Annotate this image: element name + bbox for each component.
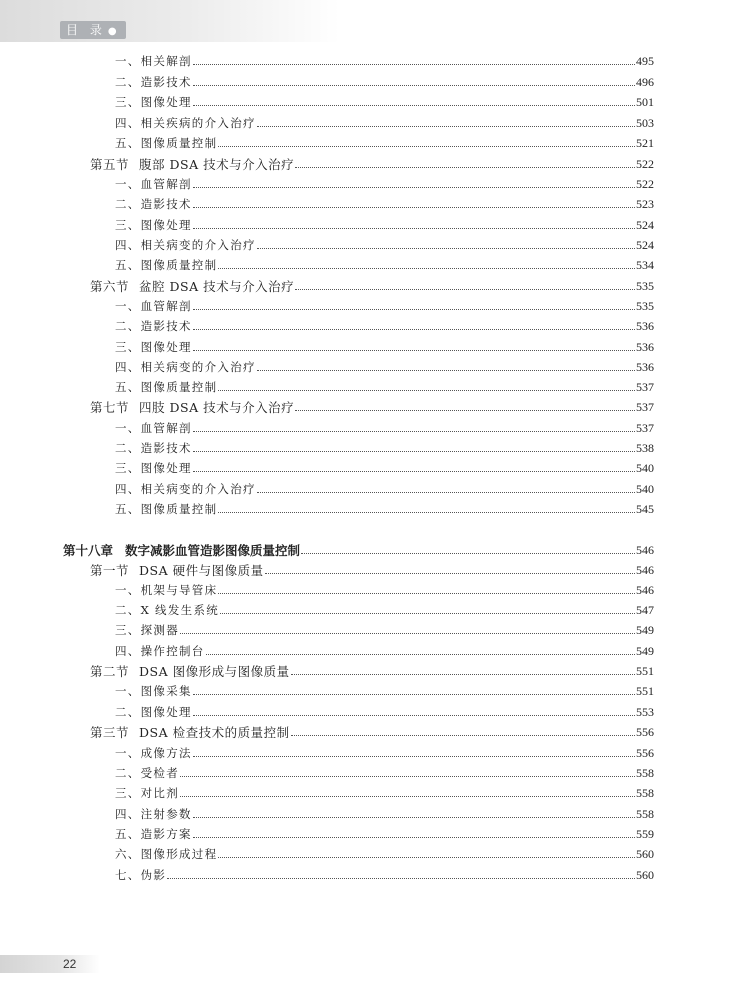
- page-number: 540: [636, 460, 654, 475]
- dot-leader: [218, 592, 635, 594]
- toc-item[interactable]: 六、图像形成过程 560: [115, 846, 654, 861]
- page-number: 524: [636, 237, 654, 252]
- chapter-title: 数字减影血管造影图像质量控制: [125, 543, 301, 558]
- page-number: 546: [636, 542, 654, 557]
- dot-leader: [218, 145, 635, 147]
- toc-item[interactable]: 一、血管解剖 535: [115, 298, 654, 313]
- toc-item[interactable]: 四、相关病变的介入治疗 540: [115, 481, 654, 496]
- toc-item[interactable]: 三、探测器 549: [115, 622, 654, 637]
- section-title: 盆腔 DSA 技术与介入治疗: [139, 279, 295, 294]
- section-number: 第一节: [90, 563, 130, 578]
- dot-leader: [180, 632, 635, 634]
- toc-item[interactable]: 二、图像处理 553: [115, 704, 654, 719]
- page-number: 549: [636, 622, 654, 637]
- dot-leader: [193, 816, 635, 818]
- page-number: 549: [636, 643, 654, 658]
- toc-item[interactable]: 五、图像质量控制 537: [115, 379, 654, 394]
- page-number: 522: [636, 156, 654, 171]
- page-number: 534: [636, 257, 654, 272]
- section-title: DSA 图像形成与图像质量: [139, 664, 290, 679]
- dot-leader: [180, 775, 635, 777]
- section-title: 四肢 DSA 技术与介入治疗: [139, 400, 295, 415]
- page-number: 556: [636, 724, 654, 739]
- dot-leader: [193, 714, 635, 716]
- chapter-number: 第十八章: [63, 543, 114, 558]
- page-number: 522: [636, 176, 654, 191]
- section-title: 腹部 DSA 技术与介入治疗: [139, 157, 295, 172]
- toc-item[interactable]: 四、操作控制台 549: [115, 643, 654, 658]
- section-number: 第三节: [90, 725, 130, 740]
- dot-leader: [301, 552, 635, 554]
- section-tab: [60, 21, 126, 39]
- toc-item[interactable]: 四、相关疾病的介入治疗 503: [115, 115, 654, 130]
- footer-band: [0, 955, 100, 973]
- page-number: 560: [636, 846, 654, 861]
- page-number: 538: [636, 440, 654, 455]
- page-number: 546: [636, 582, 654, 597]
- dot-leader: [193, 308, 635, 310]
- toc-item[interactable]: 四、相关病变的介入治疗 536: [115, 359, 654, 374]
- toc-item[interactable]: 一、图像采集 551: [115, 683, 654, 698]
- dot-leader: [257, 369, 635, 371]
- page-number: 560: [636, 867, 654, 882]
- dot-leader: [193, 186, 635, 188]
- page-number: 501: [636, 94, 654, 109]
- toc-chapter[interactable]: [63, 540, 654, 560]
- toc-item[interactable]: 四、相关病变的介入治疗 524: [115, 237, 654, 252]
- dot-leader: [291, 673, 635, 675]
- toc-item[interactable]: 四、注射参数 558: [115, 806, 654, 821]
- section-title: DSA 检查技术的质量控制: [139, 725, 290, 740]
- toc-item[interactable]: 二、造影技术 523: [115, 196, 654, 211]
- toc-section[interactable]: [90, 722, 654, 742]
- page-number: 496: [636, 74, 654, 89]
- dot-leader: [193, 470, 635, 472]
- section-number: 第五节: [90, 157, 130, 172]
- page-number: 537: [636, 420, 654, 435]
- toc-item[interactable]: 三、对比剂 558: [115, 785, 654, 800]
- dot-leader: [193, 104, 635, 106]
- toc-section[interactable]: [90, 276, 654, 296]
- page-number: 523: [636, 196, 654, 211]
- dot-leader: [257, 491, 635, 493]
- toc-section[interactable]: [90, 397, 654, 417]
- page-number: 495: [636, 53, 654, 68]
- toc-item[interactable]: 五、图像质量控制 545: [115, 501, 654, 516]
- dot-leader: [193, 349, 635, 351]
- dot-leader: [193, 693, 635, 695]
- dot-leader: [295, 288, 635, 290]
- toc-item[interactable]: 一、相关解剖 495: [115, 53, 654, 68]
- page-number: 559: [636, 826, 654, 841]
- dot-leader: [193, 227, 635, 229]
- toc-item[interactable]: 七、伪影 560: [115, 867, 654, 882]
- page-number: 503: [636, 115, 654, 130]
- page-number: 545: [636, 501, 654, 516]
- dot-leader: [193, 63, 635, 65]
- toc-item[interactable]: 二、受检者 558: [115, 765, 654, 780]
- toc-item[interactable]: 一、血管解剖 522: [115, 176, 654, 191]
- dot-leader: [193, 450, 635, 452]
- page-number: 558: [636, 765, 654, 780]
- toc-item[interactable]: 三、图像处理 524: [115, 217, 654, 232]
- page-number: 521: [636, 135, 654, 150]
- section-number: 第七节: [90, 400, 130, 415]
- page-number: 536: [636, 359, 654, 374]
- dot-leader: [193, 84, 635, 86]
- page-number: 547: [636, 602, 654, 617]
- dot-leader: [193, 836, 635, 838]
- toc-section[interactable]: [90, 560, 654, 580]
- page-number: 536: [636, 318, 654, 333]
- page-number: 537: [636, 379, 654, 394]
- header-band: [0, 0, 340, 42]
- dot-leader: [193, 206, 635, 208]
- dot-leader: [180, 795, 635, 797]
- page-number: 535: [636, 278, 654, 293]
- dot-leader: [257, 125, 635, 127]
- page-footer-number: 22: [63, 957, 77, 971]
- toc-item[interactable]: 五、造影方案 559: [115, 826, 654, 841]
- section-title: DSA 硬件与图像质量: [139, 563, 264, 578]
- toc-item[interactable]: 五、图像质量控制 534: [115, 257, 654, 272]
- toc-item[interactable]: 五、图像质量控制 521: [115, 135, 654, 150]
- page-number: 535: [636, 298, 654, 313]
- dot-leader: [218, 856, 635, 858]
- toc-item[interactable]: 一、成像方法 556: [115, 745, 654, 760]
- page-number: 551: [636, 663, 654, 678]
- dot-leader: [218, 267, 635, 269]
- section-number: 第六节: [90, 279, 130, 294]
- page-number: 556: [636, 745, 654, 760]
- page-number: 537: [636, 399, 654, 414]
- toc-section[interactable]: [90, 661, 654, 681]
- toc-item[interactable]: 二、造影技术 496: [115, 74, 654, 89]
- bullet-icon: ●: [107, 26, 117, 37]
- toc-item[interactable]: 二、X 线发生系统 547: [115, 602, 654, 617]
- dot-leader: [218, 511, 635, 513]
- page-number: 524: [636, 217, 654, 232]
- dot-leader: [257, 247, 635, 249]
- dot-leader: [220, 612, 635, 614]
- page-number: 540: [636, 481, 654, 496]
- dot-leader: [167, 877, 635, 879]
- toc-item[interactable]: 三、图像处理 540: [115, 460, 654, 475]
- page-number: 553: [636, 704, 654, 719]
- dot-leader: [295, 166, 635, 168]
- dot-leader: [295, 409, 635, 411]
- section-tab-label: 目 录: [66, 23, 106, 37]
- toc-item[interactable]: 三、图像处理 501: [115, 94, 654, 109]
- page-number: 551: [636, 683, 654, 698]
- toc-item[interactable]: 三、图像处理 536: [115, 339, 654, 354]
- toc-item[interactable]: 一、血管解剖 537: [115, 420, 654, 435]
- page-number: 536: [636, 339, 654, 354]
- toc-item[interactable]: 二、造影技术 538: [115, 440, 654, 455]
- dot-leader: [218, 389, 635, 391]
- page-number: 558: [636, 806, 654, 821]
- section-number: 第二节: [90, 664, 130, 679]
- toc-section[interactable]: [90, 154, 654, 174]
- dot-leader: [193, 430, 635, 432]
- page-number: 558: [636, 785, 654, 800]
- dot-leader: [193, 755, 635, 757]
- dot-leader: [206, 653, 635, 655]
- page-number: 546: [636, 562, 654, 577]
- dot-leader: [193, 328, 635, 330]
- dot-leader: [291, 734, 635, 736]
- dot-leader: [265, 572, 635, 574]
- toc-item[interactable]: 二、造影技术 536: [115, 318, 654, 333]
- toc-item[interactable]: 一、机架与导管床 546: [115, 582, 654, 597]
